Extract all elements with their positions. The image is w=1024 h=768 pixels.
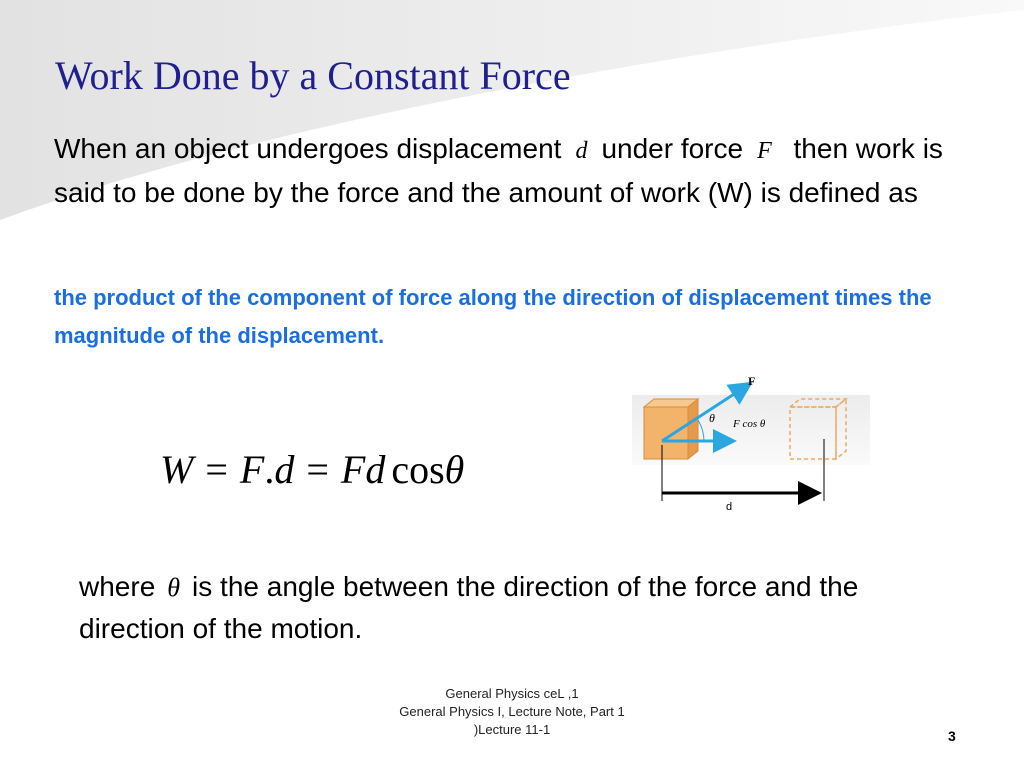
eq-equals-2: = [306,447,329,492]
eq-F: F [239,447,265,492]
force-label: F [748,374,756,388]
displacement-symbol: d [575,138,588,164]
footer-line-1: General Physics ceL ,1 [445,686,579,701]
eq-equals-1: = [205,447,228,492]
eq-d: d [274,447,295,492]
intro-text-2: under force [601,133,744,164]
displacement-label: d [726,501,733,513]
definition-period: . [377,323,385,348]
block-icon [644,399,698,459]
where-word: where [79,571,156,602]
eq-cos: cos [391,447,445,492]
eq-dot: . [264,447,275,492]
where-rest: is the angle between the direction of the force and the direction of the motion. [79,571,859,644]
force-symbol: F [757,138,772,164]
definition-text: the product of the component of force along the direction of displacement times the magnitude of the displacement [54,285,932,348]
component-label: F cos θ [733,418,766,430]
intro-text-1: When an object undergoes displacement [54,133,562,164]
theta-explanation [79,566,949,649]
eq-W: W [160,447,194,492]
intro-text-3: then work is said to be done by the force and the amount of work (W) is defined as [54,133,943,208]
intro-paragraph [54,128,974,213]
page-number: 3 [948,728,956,744]
eq-theta: θ [444,447,465,492]
angle-label: θ [709,411,715,425]
theta-symbol: θ [167,573,181,602]
slide-title: Work Done by a Constant Force [55,53,571,98]
footer [300,685,724,739]
work-equation [160,446,464,493]
force-diagram [632,365,870,517]
footer-line-3: )Lecture 11-1 [473,722,551,737]
work-definition [54,279,934,355]
eq-Fd: Fd [340,447,386,492]
footer-line-2: General Physics I, Lecture Note, Part 1 [399,704,625,719]
